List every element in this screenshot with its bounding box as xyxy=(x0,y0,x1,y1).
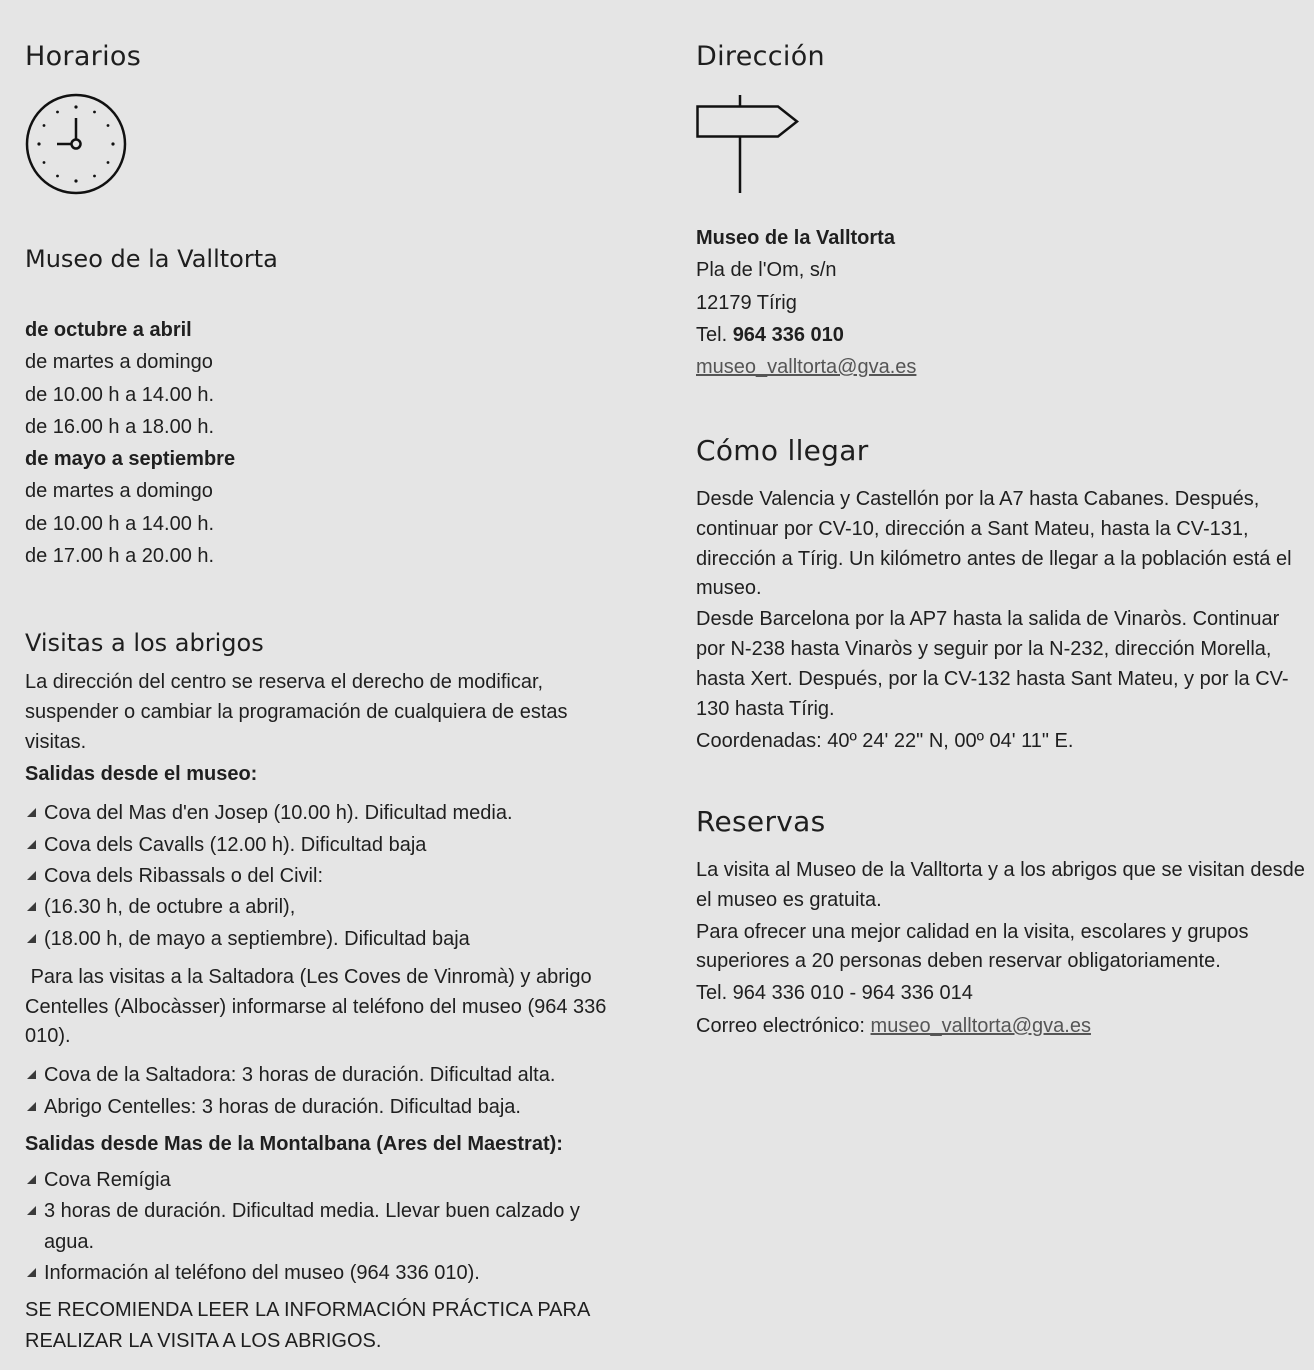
como-llegar-heading: Cómo llegar xyxy=(696,434,869,467)
phone-number: 964 336 010 xyxy=(732,323,844,346)
list-item: (16.30 h, de octubre a abril), xyxy=(25,892,625,923)
clock-icon xyxy=(25,93,127,195)
period2-afternoon: de 17.00 h a 20.00 h. xyxy=(25,545,215,568)
reservas-heading: Reservas xyxy=(696,805,826,838)
list-item: Información al teléfono del museo (964 336 010). xyxy=(25,1258,625,1289)
visitas-intro: La dirección del centro se reserva el derecho de modificar, suspender o cambiar la programación de cualquiera de estas visitas. xyxy=(25,671,568,753)
direccion-heading: Dirección xyxy=(696,41,825,72)
address-phone xyxy=(696,319,1308,351)
visitas-block xyxy=(25,668,625,1357)
list-item: Cova dels Cavalls (12.00 h). Dificultad baja xyxy=(25,830,625,861)
museum-departures-heading: Salidas desde el museo: xyxy=(25,763,258,786)
saltadora-list xyxy=(25,1060,625,1123)
list-item: Cova Remígia xyxy=(25,1165,625,1196)
list-item: 3 horas de duración. Dificultad media. Llevar buen calzado y agua. xyxy=(25,1196,625,1258)
list-item: (18.00 h, de mayo a septiembre). Dificultad baja xyxy=(25,924,625,955)
list-item: Abrigo Centelles: 3 horas de duración. Dificultad baja. xyxy=(25,1092,625,1123)
museum-schedule-title: Museo de la Valltorta xyxy=(25,245,278,273)
period1-afternoon: de 16.00 h a 18.00 h. xyxy=(25,415,215,438)
list-item: Cova de la Saltadora: 3 horas de duración. Dificultad alta. xyxy=(25,1060,625,1091)
address-email-row xyxy=(696,351,1308,383)
address-block xyxy=(696,222,1308,383)
signpost-icon xyxy=(696,95,800,195)
address-name: Museo de la Valltorta xyxy=(696,227,895,249)
period1-morning: de 10.00 h a 14.00 h. xyxy=(25,383,215,406)
phone-label: Tel. xyxy=(696,323,733,346)
list-item: Cova dels Ribassals o del Civil: xyxy=(25,861,625,892)
museum-departures-list xyxy=(25,798,625,954)
reservas-block xyxy=(696,856,1308,1042)
reservas-free: La visita al Museo de la Valltorta y a los abrigos que se visitan desde el museo es gratuita. xyxy=(696,859,1305,911)
horarios-heading: Horarios xyxy=(25,41,142,72)
period2-days: de martes a domingo xyxy=(25,480,213,503)
reservas-email-row xyxy=(696,1012,1308,1042)
reservas-phone: Tel. 964 336 010 - 964 336 014 xyxy=(696,982,973,1005)
recommendation-note: SE RECOMIENDA LEER LA INFORMACIÓN PRÁCTICA PARA REALIZAR LA VISITA A LOS ABRIGOS. xyxy=(25,1299,590,1353)
address-street: Pla de l'Om, s/n xyxy=(696,259,837,282)
email-label: Correo electrónico: xyxy=(696,1014,871,1037)
reservas-groups: Para ofrecer una mejor calidad en la visita, escolares y grupos superiores a 20 personas deben reservar obligatoriamente. xyxy=(696,920,1249,973)
directions-valencia: Desde Valencia y Castellón por la A7 hasta Cabanes. Después, continuar por CV-10, dirección a Sant Mateu, hasta la CV-131, dirección a Tírig. Un kilómetro antes de llegar a la población está el museo. xyxy=(696,488,1292,600)
directions-barcelona: Desde Barcelona por la AP7 hasta la salida de Vinaròs. Continuar por N-238 hasta Vinaròs y seguir por la N-232, dirección Morella, hasta Xert. Después, por la CV-132 hasta Sant Mateu, y por la CV-130 hasta Tírig. xyxy=(696,608,1289,720)
reservas-email-link[interactable]: museo_valltorta@gva.es xyxy=(870,1014,1091,1037)
visitas-heading: Visitas a los abrigos xyxy=(25,629,264,657)
directions-block xyxy=(696,485,1308,757)
period-oct-apr: de octubre a abril xyxy=(25,319,192,341)
coordinates: Coordenadas: 40º 24' 22" N, 00º 04' 11" E. xyxy=(696,730,1074,753)
list-item: Cova del Mas d'en Josep (10.00 h). Dificultad media. xyxy=(25,798,625,829)
schedule-block xyxy=(25,314,625,572)
address-email-link[interactable]: museo_valltorta@gva.es xyxy=(696,356,917,379)
period2-morning: de 10.00 h a 14.00 h. xyxy=(25,512,215,535)
montalbana-list xyxy=(25,1165,625,1289)
saltadora-note: Para las visitas a la Saltadora (Les Coves de Vinromà) y abrigo Centelles (Albocàsser) informarse al teléfono del museo (964 336 010). xyxy=(25,965,612,1048)
address-city: 12179 Tírig xyxy=(696,291,797,314)
period-may-sep: de mayo a septiembre xyxy=(25,448,236,471)
montalbana-heading: Salidas desde Mas de la Montalbana (Ares del Maestrat): xyxy=(25,1132,563,1155)
period1-days: de martes a domingo xyxy=(25,351,213,374)
